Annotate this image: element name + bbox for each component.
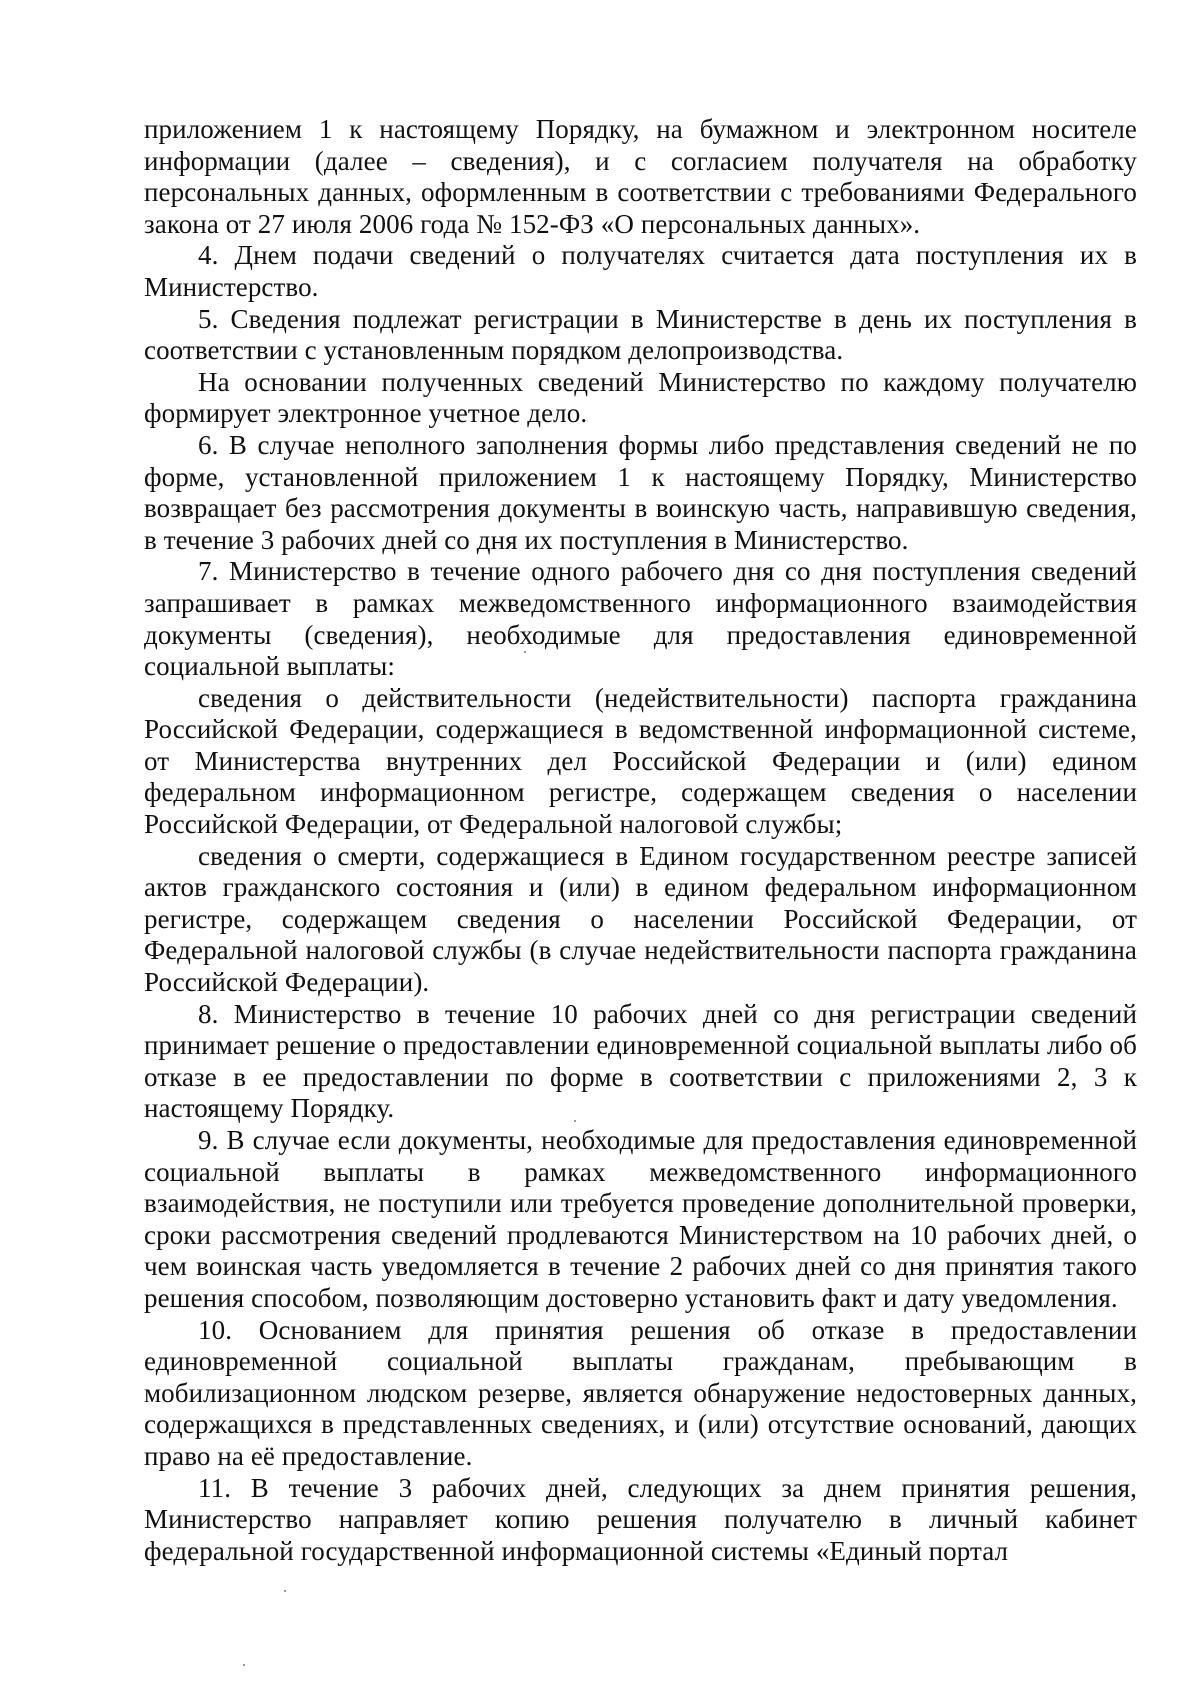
paragraph-item-10: 10. Основанием для принятия решения об отказе в предоставлении единовременной социальной выплаты гражданам, пребывающим в мобилизационном людском резерве, является обнаружение недостоверных данных, содержащихся в представленных сведениях, и (или) отсутствие оснований, дающих право на её предоставление. bbox=[144, 1314, 1137, 1471]
paragraph-item-7-passport: сведения о действительности (недействительности) паспорта гражданина Российской Федерации, содержащиеся в ведомственной информационной системе, от Министерства внутренних дел Российской Федерации и (или) едином федеральном информационном регистре, содержащем сведения о населении Российской Федерации, от Федеральной налоговой службы; bbox=[144, 682, 1137, 840]
paragraph-item-5: 5. Сведения подлежат регистрации в Министерстве в день их поступления в соответствии с установленным порядком делопроизводства. bbox=[144, 303, 1137, 366]
scan-speck bbox=[243, 1664, 245, 1666]
paragraph-item-4: 4. Днем подачи сведений о получателях считается дата поступления их в Министерство. bbox=[144, 240, 1137, 302]
paragraph-item-6: 6. В случае неполного заполнения формы либо представления сведений не по форме, установленной приложением 1 к настоящему Порядку, Министерство возвращает без рассмотрения документы в воинскую часть, направившую сведения, в течение 3 рабочих дней со дня их поступления в Министерство. bbox=[144, 429, 1137, 555]
scan-speck bbox=[524, 651, 526, 653]
paragraph-continuation: приложением 1 к настоящему Порядку, на бумажном и электронном носителе информации (далее – сведения), и с согласием получателя на обработку персональных данных, оформленным в соответствии с требованиями Федерального закона от 27 июля 2006 года № 152-ФЗ «О персональных данных». bbox=[144, 114, 1137, 239]
paragraph-item-7: 7. Министерство в течение одного рабочего дня со дня поступления сведений запрашивает в рамках межведомственного информационного взаимодействия документы (сведения), необходимые для предоставления единовременной социальной выплаты: bbox=[144, 556, 1137, 682]
paragraph-item-7-death: сведения о смерти, содержащиеся в Едином государственном реестре записей актов гражданского состояния и (или) в едином федеральном информационном регистре, содержащем сведения о населении Российской Федерации, от Федеральной налоговой службы (в случае недействительности паспорта гражданина Российской Федерации). bbox=[144, 840, 1137, 998]
paragraph-item-11: 11. В течение 3 рабочих дней, следующих за днем принятия решения, Министерство направляет копию решения получателю в личный кабинет федеральной государственной информационной системы «Единый портал bbox=[144, 1472, 1137, 1566]
paragraph-item-5-continued: На основании полученных сведений Министерство по каждому получателю формирует электронное учетное дело. bbox=[144, 366, 1137, 429]
document-body bbox=[144, 114, 1137, 1567]
scan-speck bbox=[574, 1120, 576, 1122]
scan-speck bbox=[284, 1590, 286, 1592]
paragraph-item-9: 9. В случае если документы, необходимые для предоставления единовременной социальной выплаты в рамках межведомственного информационного взаимодействия, не поступили или требуется проведение дополнительной проверки, сроки рассмотрения сведений продлеваются Министерством на 10 рабочих дней, о чем воинская часть уведомляется в течение 2 рабочих дней со дня принятия такого решения способом, позволяющим достоверно установить факт и дату уведомления. bbox=[144, 1125, 1137, 1313]
paragraph-item-8: 8. Министерство в течение 10 рабочих дней со дня регистрации сведений принимает решение о предоставлении единовременной социальной выплаты либо об отказе в ее предоставлении по форме в соответствии с приложениями 2, 3 к настоящему Порядку. bbox=[144, 998, 1137, 1124]
